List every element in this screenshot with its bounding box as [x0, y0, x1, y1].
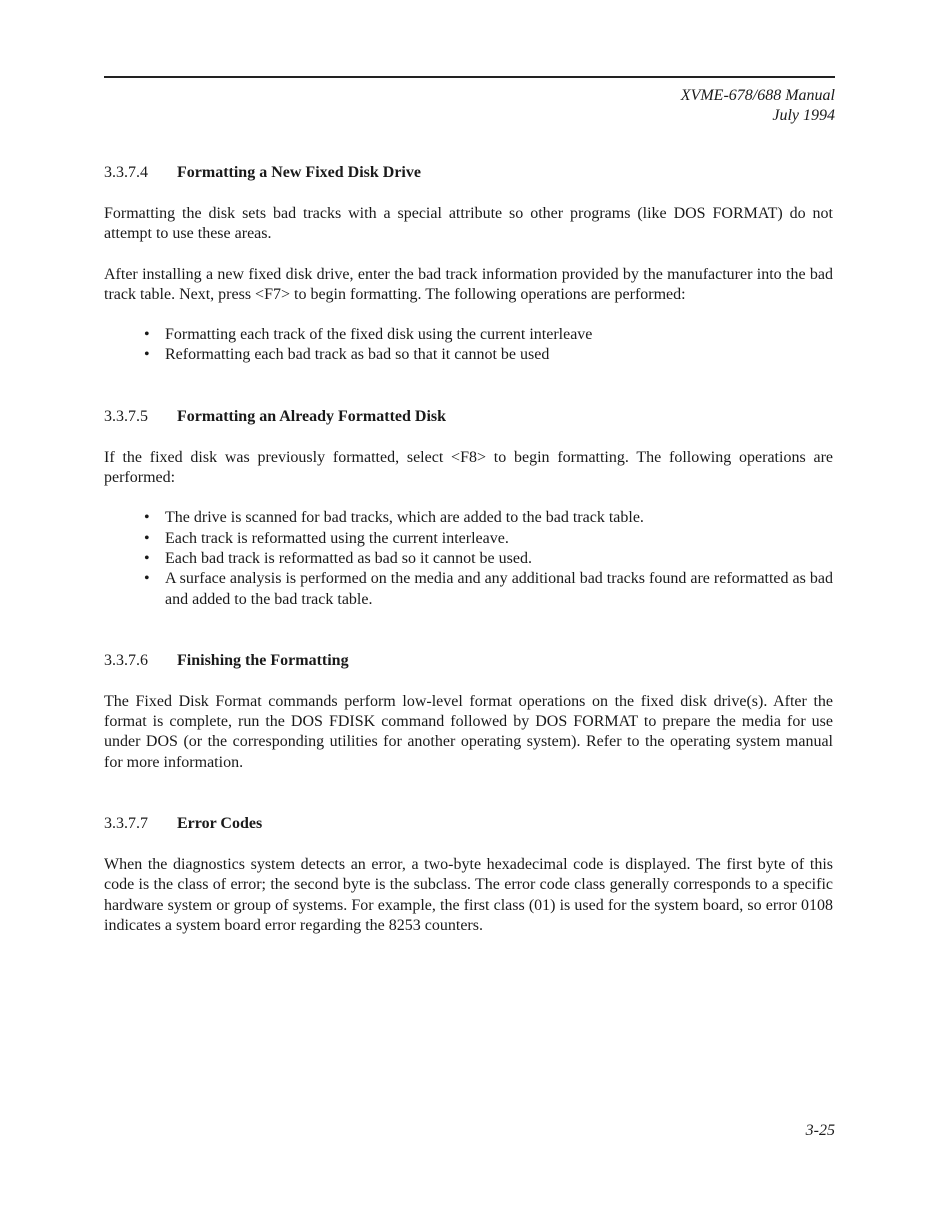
section-number: 3.3.7.6: [104, 651, 148, 669]
section-finishing: [104, 651, 833, 773]
header-rule: [104, 76, 835, 78]
list-item: • Reformatting each bad track as bad so that it cannot be used: [104, 345, 833, 365]
list-item: • Formatting each track of the fixed disk using the current interleave: [104, 325, 833, 345]
bullet-list: [104, 325, 833, 366]
list-item: • A surface analysis is performed on the media and any additional bad tracks found are reformatted as bad and added to the bad track table.: [144, 570, 833, 608]
section-heading: [104, 407, 833, 427]
list-item: • The drive is scanned for bad tracks, which are added to the bad track table.: [104, 508, 833, 528]
paragraph: The Fixed Disk Format commands perform low-level format operations on the fixed disk drive(s). After the format is complete, run the DOS FDISK command followed by DOS FORMAT to prepare the media for use under DOS (or the corresponding utilities for another operating system). Refer to the operating system manual for more information.: [104, 692, 833, 771]
paragraph: When the diagnostics system detects an error, a two-byte hexadecimal code is displayed. The first byte of this code is the class of error; the second byte is the subclass. The error code class generally corresponds to a specific hardware system or group of systems. For example, the first class (01) is used for the system board, so error 0108 indicates a system board error regarding the 8253 counters.: [104, 856, 833, 934]
section-number: 3.3.7.4: [104, 164, 148, 181]
bullet-icon: •: [144, 570, 150, 588]
section-error-codes: [104, 814, 833, 936]
bullet-icon: •: [144, 509, 150, 527]
section-title: Finishing the Formatting: [177, 651, 349, 669]
section-new-disk: [104, 163, 833, 366]
bullet-list: [104, 508, 833, 609]
list-item: • Each track is reformatted using the current interleave.: [104, 529, 833, 549]
section-number: 3.3.7.7: [104, 815, 148, 833]
page-number: 3-25: [805, 1122, 835, 1139]
section-heading: [104, 651, 833, 671]
header-manual-title: XVME-678/688 Manual: [680, 87, 835, 104]
paragraph: After installing a new fixed disk drive, enter the bad track information provided by the manufacturer into the bad track table. Next, press <F7> to begin formatting. The following operations are performed:: [104, 265, 833, 303]
section-title: Error Codes: [177, 815, 263, 833]
paragraph: If the fixed disk was previously formatted, select <F8> to begin formatting. The following operations are performed:: [104, 448, 833, 487]
page-content: [104, 163, 833, 936]
bullet-icon: •: [144, 529, 150, 547]
section-heading: [104, 163, 833, 183]
bullet-icon: •: [144, 549, 150, 567]
section-number: 3.3.7.5: [104, 407, 148, 425]
section-heading: [104, 814, 833, 834]
bullet-icon: •: [144, 346, 150, 364]
header-date: July 1994: [772, 107, 835, 124]
paragraph: Formatting the disk sets bad tracks with a special attribute so other programs (like DOS FORMAT) do not attempt to use these areas.: [104, 205, 833, 243]
list-item: • Each bad track is reformatted as bad so it cannot be used.: [104, 549, 833, 569]
section-formatted-disk: [104, 407, 833, 610]
bullet-icon: •: [144, 326, 150, 344]
section-title: Formatting a New Fixed Disk Drive: [177, 164, 421, 181]
section-title: Formatting an Already Formatted Disk: [177, 407, 447, 425]
